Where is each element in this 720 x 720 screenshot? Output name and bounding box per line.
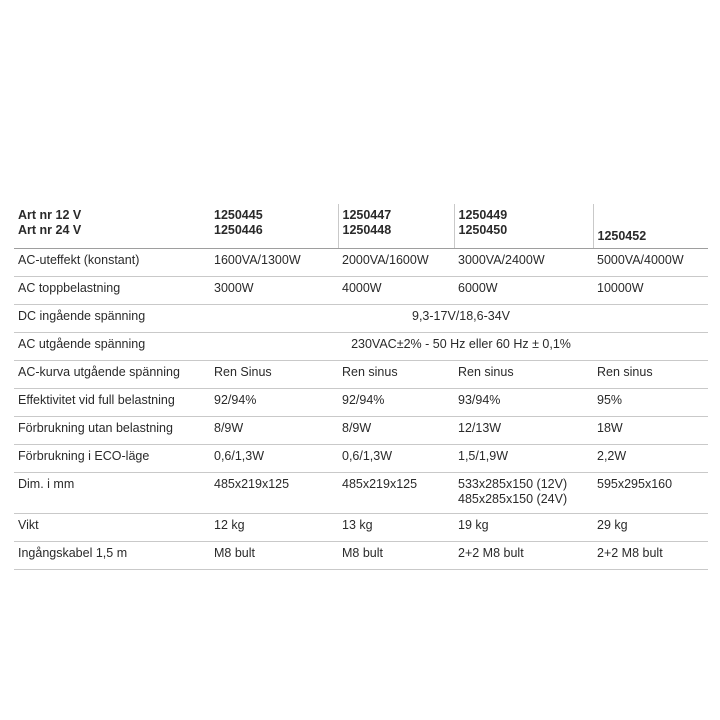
cell: 93/94% xyxy=(454,389,593,417)
row-label: Vikt xyxy=(14,514,210,542)
table-row xyxy=(14,389,708,417)
cell: 485x219x125 xyxy=(338,473,454,514)
cell: Ren sinus xyxy=(338,361,454,389)
row-label: Effektivitet vid full belastning xyxy=(14,389,210,417)
table-row xyxy=(14,542,708,570)
row-label: AC toppbelastning xyxy=(14,277,210,305)
cell: 6000W xyxy=(454,277,593,305)
cell: M8 bult xyxy=(210,542,338,570)
cell: 13 kg xyxy=(338,514,454,542)
cell-spanned: 9,3-17V/18,6-34V xyxy=(210,305,708,333)
row-label: AC-kurva utgående spänning xyxy=(14,361,210,389)
cell: 8/9W xyxy=(210,417,338,445)
table-row xyxy=(14,445,708,473)
cell: Ren sinus xyxy=(454,361,593,389)
cell: 95% xyxy=(593,389,708,417)
model-4-header xyxy=(593,204,708,249)
cell: 3000VA/2400W xyxy=(454,249,593,277)
table-row xyxy=(14,277,708,305)
art-nr-12v-label: Art nr 12 V xyxy=(18,208,82,222)
cell: Ren Sinus xyxy=(210,361,338,389)
cell: 0,6/1,3W xyxy=(338,445,454,473)
art-nr-24v-label: Art nr 24 V xyxy=(18,223,82,237)
table-row xyxy=(14,249,708,277)
cell: 29 kg xyxy=(593,514,708,542)
model-3-art24: 1250450 xyxy=(458,223,508,237)
cell: Ren sinus xyxy=(593,361,708,389)
cell: 3000W xyxy=(210,277,338,305)
table-row xyxy=(14,514,708,542)
row-label: Ingångskabel 1,5 m xyxy=(14,542,210,570)
art-nr-labels xyxy=(14,204,210,249)
cell: 0,6/1,3W xyxy=(210,445,338,473)
table-row xyxy=(14,305,708,333)
cell: 2000VA/1600W xyxy=(338,249,454,277)
spec-table xyxy=(14,204,708,570)
cell-spanned: 230VAC±2% - 50 Hz eller 60 Hz ± 0,1% xyxy=(210,333,708,361)
cell: 12/13W xyxy=(454,417,593,445)
cell: 5000VA/4000W xyxy=(593,249,708,277)
cell: 92/94% xyxy=(338,389,454,417)
table-row xyxy=(14,473,708,514)
model-2-art12: 1250447 xyxy=(342,208,392,222)
cell: 1600VA/1300W xyxy=(210,249,338,277)
table-row xyxy=(14,417,708,445)
cell: 2,2W xyxy=(593,445,708,473)
model-3-header xyxy=(454,204,593,249)
table-header-row xyxy=(14,204,708,249)
cell: 4000W xyxy=(338,277,454,305)
model-4-art24: 1250452 xyxy=(597,229,647,243)
cell: 92/94% xyxy=(210,389,338,417)
cell: M8 bult xyxy=(338,542,454,570)
model-1-header xyxy=(210,204,338,249)
row-label: DC ingående spänning xyxy=(14,305,210,333)
model-1-art12: 1250445 xyxy=(214,208,263,222)
cell: 18W xyxy=(593,417,708,445)
table-row xyxy=(14,361,708,389)
row-label: AC-uteffekt (konstant) xyxy=(14,249,210,277)
cell: 10000W xyxy=(593,277,708,305)
model-2-art24: 1250448 xyxy=(342,223,392,237)
cell: 12 kg xyxy=(210,514,338,542)
table-row xyxy=(14,333,708,361)
model-2-header xyxy=(338,204,454,249)
row-label: Dim. i mm xyxy=(14,473,210,514)
cell: 595x295x160 xyxy=(593,473,708,514)
cell: 2+2 M8 bult xyxy=(593,542,708,570)
dim-24v: 485x285x150 (24V) xyxy=(458,492,568,506)
cell: 485x219x125 xyxy=(210,473,338,514)
row-label: AC utgående spänning xyxy=(14,333,210,361)
dim-12v: 533x285x150 (12V) xyxy=(458,477,568,491)
cell: 8/9W xyxy=(338,417,454,445)
cell xyxy=(454,473,593,514)
model-3-art12: 1250449 xyxy=(458,208,508,222)
row-label: Förbrukning utan belastning xyxy=(14,417,210,445)
cell: 1,5/1,9W xyxy=(454,445,593,473)
cell: 2+2 M8 bult xyxy=(454,542,593,570)
row-label: Förbrukning i ECO-läge xyxy=(14,445,210,473)
cell: 19 kg xyxy=(454,514,593,542)
model-1-art24: 1250446 xyxy=(214,223,263,237)
